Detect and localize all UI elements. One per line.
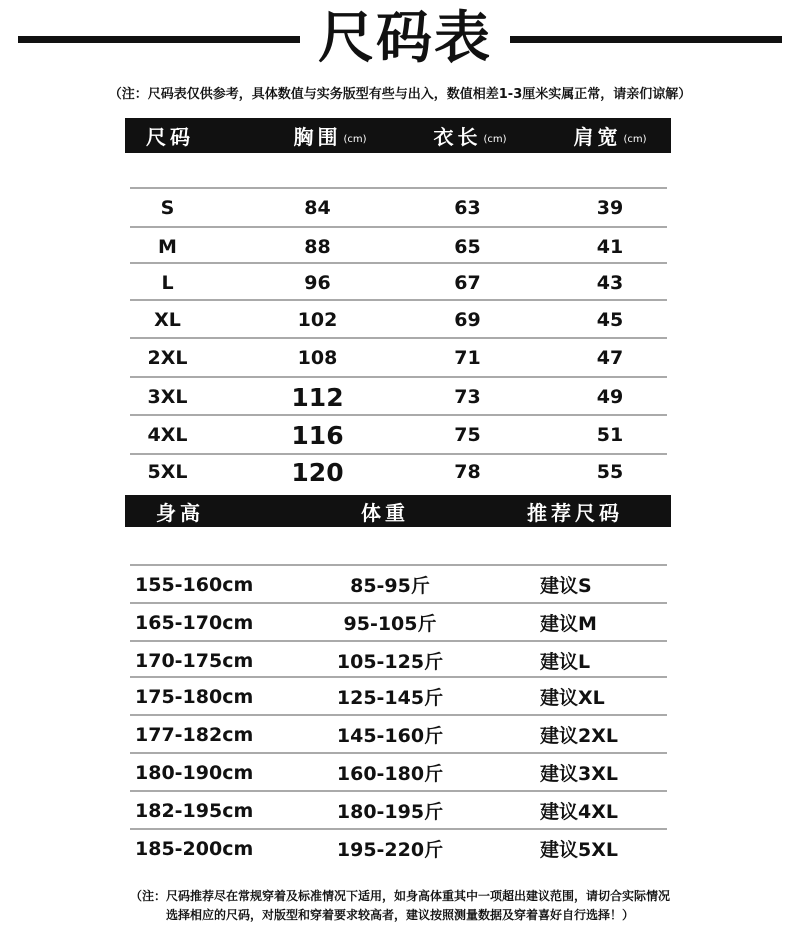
bottom-note-line-1: （注：尺码推荐尽在常规穿着及标准情况下适用，如身高体重其中一项超出建议范围，请切合实际情况: [129, 889, 670, 903]
height-cell: 180-190cm: [135, 761, 254, 784]
height-cell: 177-182cm: [135, 723, 254, 746]
recommended-size-cell: 建议2XL: [540, 725, 618, 747]
table-row: [130, 830, 667, 867]
table-row: [130, 566, 667, 603]
recommended-size-cell: 建议S: [540, 575, 592, 597]
table-row: [130, 716, 667, 753]
header-shoulder: [555, 118, 665, 153]
length-cell: 67: [454, 272, 481, 294]
recommended-size-cell: 建议4XL: [540, 801, 618, 823]
bottom-note-line-2: 选择相应的尺码，对版型和穿着要求较高者，建议按照测量数据及穿着喜好自行选择！）: [165, 908, 634, 922]
header-chest-label: 胸围: [293, 125, 342, 149]
table-row: [130, 642, 667, 679]
header-shoulder-unit: (cm): [623, 134, 647, 145]
size-cell: XL: [154, 309, 181, 331]
title-divider-right: [510, 36, 782, 43]
header-size-label: 尺码: [146, 125, 194, 149]
header-shoulder-label: 肩宽: [573, 125, 622, 149]
length-cell: 78: [454, 461, 481, 483]
shoulder-cell: 45: [596, 309, 624, 331]
length-cell: 75: [454, 424, 481, 446]
length-cell: 73: [454, 386, 481, 408]
table-row: [130, 792, 667, 829]
table-row: [130, 604, 667, 641]
size-table-header: [125, 118, 671, 153]
size-cell: 3XL: [147, 386, 188, 408]
chest-cell: 120: [291, 457, 344, 487]
chest-cell: 102: [297, 309, 338, 331]
height-cell: 170-175cm: [135, 649, 254, 672]
top-note: （注：尺码表仅供参考，具体数值与实务版型有些与出入，数值相差1-3厘米实属正常，请亲们谅解）: [108, 87, 692, 102]
recommendation-table-header: [125, 495, 671, 527]
weight-cell: 125-145斤: [336, 687, 444, 709]
table-row: [130, 416, 667, 454]
header-length: [415, 118, 525, 153]
height-cell: 175-180cm: [135, 685, 254, 708]
table-row: [130, 453, 667, 491]
size-cell: 2XL: [147, 347, 188, 369]
header-chest: [275, 118, 385, 153]
recommended-size-cell: 建议M: [540, 613, 597, 635]
chest-cell: 96: [304, 272, 331, 294]
page-title: 尺码表: [318, 6, 492, 71]
shoulder-cell: 49: [596, 386, 624, 408]
chest-cell: 112: [291, 382, 344, 412]
table-row: [130, 189, 667, 227]
header-weight: 体重: [361, 500, 409, 525]
chest-cell: 116: [291, 420, 344, 450]
length-cell: 63: [454, 197, 481, 219]
weight-cell: 95-105斤: [343, 613, 437, 635]
chest-cell: 84: [304, 197, 331, 219]
length-cell: 71: [454, 347, 481, 369]
header-chest-unit: (cm): [343, 134, 367, 145]
recommended-size-cell: 建议5XL: [540, 839, 618, 861]
height-cell: 182-195cm: [135, 799, 254, 822]
weight-cell: 85-95斤: [350, 575, 430, 597]
shoulder-cell: 51: [596, 424, 624, 446]
chest-cell: 88: [304, 236, 331, 258]
header-size: [125, 118, 215, 153]
shoulder-cell: 55: [596, 461, 624, 483]
title-section: [0, 0, 800, 80]
height-cell: 185-200cm: [135, 837, 254, 860]
weight-cell: 145-160斤: [336, 725, 444, 747]
shoulder-cell: 47: [596, 347, 624, 369]
shoulder-cell: 43: [596, 272, 624, 294]
shoulder-cell: 39: [596, 197, 624, 219]
length-cell: 65: [454, 236, 481, 258]
header-recommended-size: 推荐尺码: [527, 500, 623, 525]
length-cell: 69: [454, 309, 481, 331]
shoulder-cell: 41: [596, 236, 624, 258]
header-height: 身高: [156, 500, 204, 525]
chest-cell: 108: [297, 347, 338, 369]
table-row: [130, 339, 667, 377]
height-cell: 165-170cm: [135, 611, 254, 634]
table-row: [130, 378, 667, 416]
table-row: [130, 228, 667, 266]
weight-cell: 180-195斤: [336, 801, 444, 823]
weight-cell: 160-180斤: [336, 763, 444, 785]
size-cell: L: [161, 272, 174, 294]
weight-cell: 195-220斤: [336, 839, 444, 861]
bottom-note: [0, 887, 800, 925]
header-length-label: 衣长: [433, 125, 482, 149]
table-row: [130, 678, 667, 715]
recommended-size-cell: 建议XL: [540, 687, 605, 709]
table-row: [130, 754, 667, 791]
size-cell: 5XL: [147, 461, 188, 483]
table-row: [130, 301, 667, 339]
table-row: [130, 264, 667, 302]
title-divider-left: [18, 36, 300, 43]
size-cell: 4XL: [147, 424, 188, 446]
height-cell: 155-160cm: [135, 573, 254, 596]
recommended-size-cell: 建议L: [540, 651, 591, 673]
size-cell: S: [160, 197, 175, 219]
weight-cell: 105-125斤: [336, 651, 444, 673]
recommended-size-cell: 建议3XL: [540, 763, 618, 785]
header-length-unit: (cm): [483, 134, 507, 145]
size-cell: M: [158, 236, 177, 258]
